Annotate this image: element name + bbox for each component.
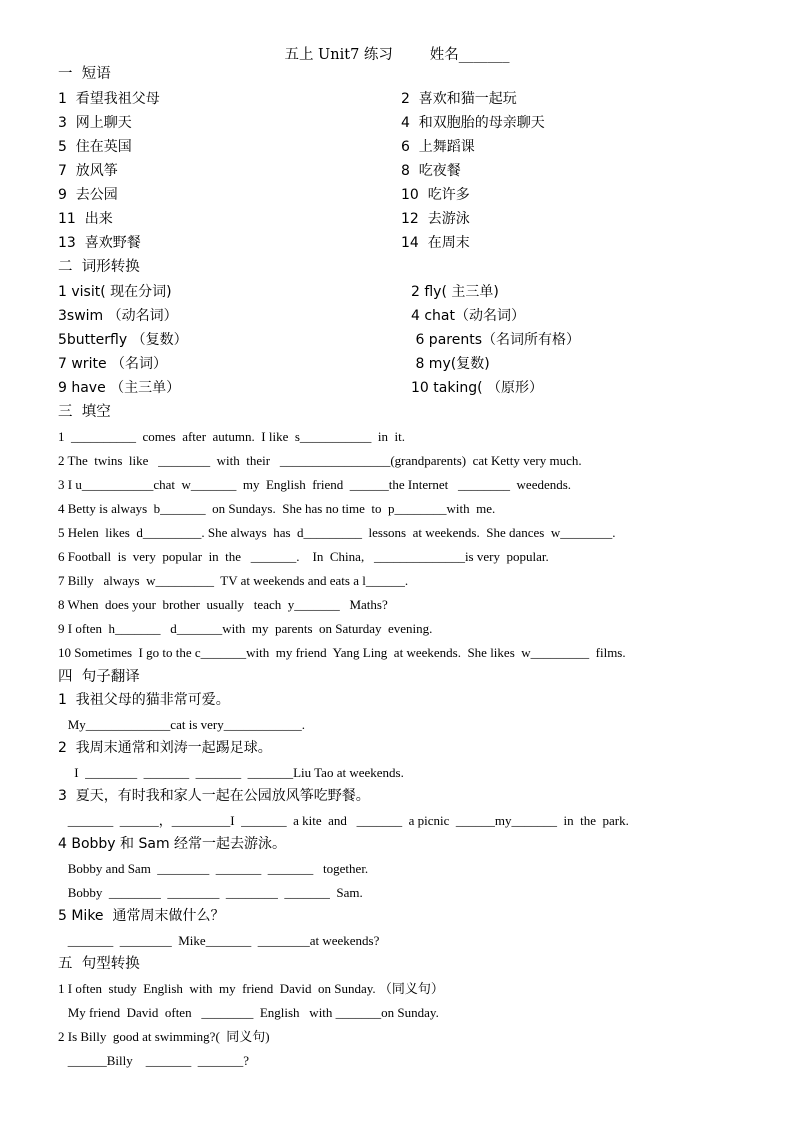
phrase-item: 14 在周末 xyxy=(401,235,470,251)
fill-sentence: 5 Helen likes d_________. She always has d_________ lessons at weekends. She dances w________. xyxy=(58,525,616,540)
fill-sentence: 6 Football is very popular in the _______. In China, ______________is very popular. xyxy=(58,549,549,564)
phrase-row xyxy=(58,234,470,252)
wordform-item: 3swim （动名词） xyxy=(58,308,178,324)
phrase-item: 5 住在英国 xyxy=(58,139,132,155)
phrase-row xyxy=(58,186,470,204)
phrase-item: 11 出来 xyxy=(58,211,113,227)
transform-prompt: 2 Is Billy good at swimming?( 同义句) xyxy=(58,1029,270,1044)
phrase-item: 12 去游泳 xyxy=(401,211,470,227)
phrase-row xyxy=(58,90,517,108)
fill-sentence: 8 When does your brother usually teach y_______ Maths? xyxy=(58,597,388,612)
wordform-item: 4 chat（动名词） xyxy=(411,308,525,324)
fill-sentence: 9 I often h_______ d_______with my parents on Saturday evening. xyxy=(58,621,433,636)
section-heading-translate: 四 句子翻译 xyxy=(58,669,140,685)
wordform-row xyxy=(58,283,499,301)
section-heading-fill: 三 填空 xyxy=(58,404,111,420)
wordform-item: 10 taking( （原形） xyxy=(411,380,544,396)
wordform-row xyxy=(58,379,544,397)
phrase-item: 7 放风筝 xyxy=(58,163,118,179)
translate-prompt: 3 夏天，有时我和家人一起在公园放风筝吃野餐。 xyxy=(58,788,370,804)
fill-sentence: 4 Betty is always b_______ on Sundays. She has no time to p________with me. xyxy=(58,501,496,516)
translate-prompt: 2 我周末通常和刘涛一起踢足球。 xyxy=(58,740,272,756)
section-heading-wordforms: 二 词形转换 xyxy=(58,259,140,275)
fill-sentence: 1 __________ comes after autumn. I like s___________ in it. xyxy=(58,429,405,444)
translate-prompt: 1 我祖父母的猫非常可爱。 xyxy=(58,692,230,708)
phrase-row xyxy=(58,138,475,156)
wordform-row xyxy=(58,307,525,325)
phrase-row xyxy=(58,114,545,132)
translate-answer: Bobby and Sam ________ _______ _______ together. xyxy=(58,861,369,876)
phrase-item: 6 上舞蹈课 xyxy=(401,139,475,155)
phrase-item: 10 吃许多 xyxy=(401,187,470,203)
wordform-item: 7 write （名词） xyxy=(58,356,168,372)
translate-answer: _______ ______，_________I _______ a kite and _______ a picnic ______my_______ in the park. xyxy=(58,813,629,828)
phrase-item: 1 看望我祖父母 xyxy=(58,91,160,107)
translate-answer: _______ ________ Mike_______ ________at weekends? xyxy=(58,933,380,948)
transform-prompt: 1 I often study English with my friend David on Sunday. （同义句） xyxy=(58,981,444,996)
wordform-row xyxy=(58,355,490,373)
phrase-row xyxy=(58,162,461,180)
translate-answer: I ________ _______ _______ _______Liu Tao at weekends. xyxy=(58,765,404,780)
wordform-row xyxy=(58,331,580,349)
wordform-item: 6 parents（名词所有格） xyxy=(411,332,580,348)
fill-sentence: 10 Sometimes I go to the c_______with my friend Yang Ling at weekends. She likes w_________ films. xyxy=(58,645,626,660)
phrase-item: 9 去公园 xyxy=(58,187,118,203)
wordform-item: 1 visit( 现在分词) xyxy=(58,284,172,300)
section-heading-phrases: 一 短语 xyxy=(58,66,111,82)
worksheet-title: 五上 Unit7 练习 姓名_______ xyxy=(284,47,510,63)
phrase-item: 8 吃夜餐 xyxy=(401,163,461,179)
wordform-item: 2 fly( 主三单) xyxy=(411,284,499,300)
translate-prompt: 5 Mike 通常周末做什么？ xyxy=(58,908,225,924)
transform-answer: My friend David often ________ English with _______on Sunday. xyxy=(58,1005,439,1020)
wordform-item: 8 my(复数) xyxy=(411,356,490,372)
translate-answer: My_____________cat is very____________. xyxy=(58,717,305,732)
phrase-item: 4 和双胞胎的母亲聊天 xyxy=(401,115,545,131)
transform-answer: ______Billy _______ _______? xyxy=(58,1053,250,1068)
phrase-item: 13 喜欢野餐 xyxy=(58,235,141,251)
phrase-item: 2 喜欢和猫一起玩 xyxy=(401,91,517,107)
section-heading-transform: 五 句型转换 xyxy=(58,956,140,972)
fill-sentence: 2 The twins like ________ with their _________________(grandparents) cat Ketty very much. xyxy=(58,453,582,468)
fill-sentence: 3 I u___________chat w_______ my English friend ______the Internet ________ weedends. xyxy=(58,477,572,492)
wordform-item: 9 have （主三单） xyxy=(58,380,181,396)
fill-sentence: 7 Billy always w_________ TV at weekends and eats a l______. xyxy=(58,573,409,588)
wordform-item: 5butterfly （复数） xyxy=(58,332,188,348)
translate-answer: Bobby ________ ________ ________ _______ Sam. xyxy=(58,885,363,900)
translate-prompt: 4 Bobby 和 Sam 经常一起去游泳。 xyxy=(58,836,287,852)
phrase-row xyxy=(58,210,470,228)
phrase-item: 3 网上聊天 xyxy=(58,115,132,131)
